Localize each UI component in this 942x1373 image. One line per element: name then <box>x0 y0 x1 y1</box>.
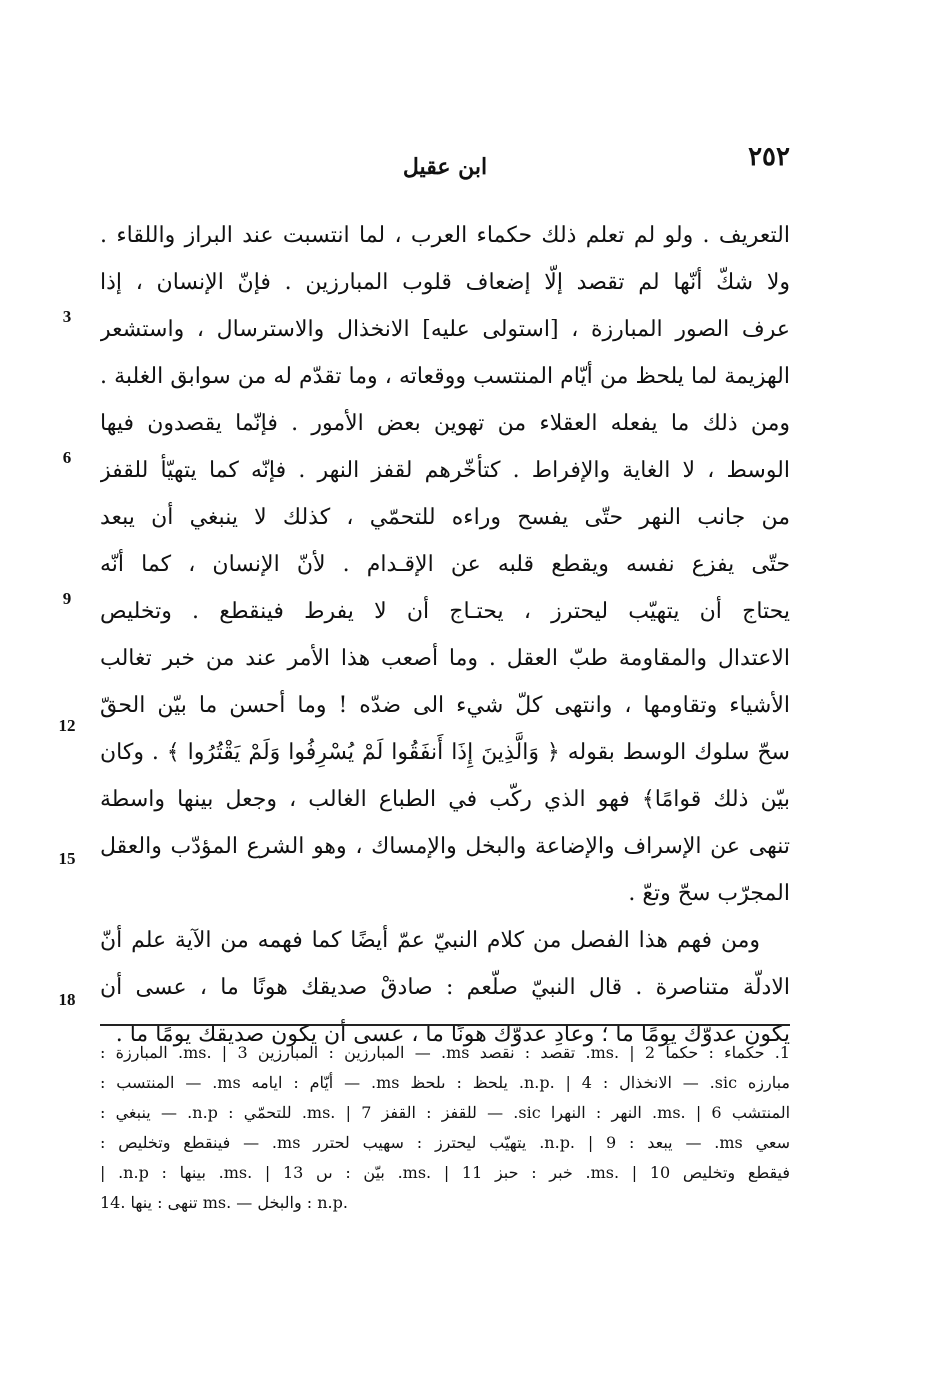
text-line: سحّ سلوك الوسط بقوله ﴿ وَالَّذِينَ إِذَا أَنفَقُوا لَمْ يُسْرِفُوا وَلَمْ يَقْتُرُوا ﴾ . وكان <box>100 740 790 765</box>
line-number: 12 <box>58 716 76 735</box>
footnote-line: 1. حكماء : حكمآ ms. | 2. تقصد : نقصد ms. — المبارزين : المبارزين ms. | 3. المبارزة : <box>100 1043 790 1062</box>
page-number: ٢٥٢ <box>748 142 790 172</box>
running-title: ابن عقيل <box>402 154 488 180</box>
text-line: التعريف . ولو لم تعلم ذلك حكماء العرب ، لما انتسبت عند البراز واللقاء . <box>100 223 790 248</box>
text-line: من جانب النهر حتّى يفسح وراءه للتحمّي ، كذلك لا ينبغي أن يبعد <box>100 505 790 530</box>
text-line: تنهى عن الإسراف والإضاعة والبخل والإمساك ، وهو الشرع المؤدّب والعقل <box>100 834 790 859</box>
text-line: الأشياء وتقاومها ، وانتهى كلّ شيء الى ضدّه ! وما أحسن ما بيّن الحقّ <box>100 693 790 718</box>
footnote-line: فيقطع وتخليص ms. | 10. خبر : حبز ms. | 11. بيّن : ىں ms. | 13. بينها : n.p. | <box>100 1163 790 1182</box>
text-line: الهزيمة لما يلحظ من أيّام المنتسب ووقعاته ، وما تقدّم له من سوابق الغلبة . <box>100 364 790 389</box>
line-number: 18 <box>58 990 76 1009</box>
line-number: 3 <box>62 307 72 326</box>
text-line: ولا شكّ أنّها لم تقصد إلّا إضعاف قلوب المبارزين . فإنّ الإنسان ، إذا <box>100 270 790 295</box>
text-line: يحتاج أن يتهيّب ليحترز ، يحتـاج أن لا يفرط فينقطع . وتخليص <box>100 599 790 624</box>
footnote-line: المنتشب ms. | 6. النهر : النهرا sic. — للقفز : القفز ms. | 7. للتحمّي : n.p. — ينبغي : <box>100 1103 790 1122</box>
text-line: الوسط ، لا الغاية والإفراط . كتأخّرهم لقفز النهر . فإنّه كما يتهيّأ للقفز <box>100 458 790 483</box>
footnote-divider <box>100 1024 790 1026</box>
line-number: 9 <box>62 589 72 608</box>
text-line: الاعتدال والمقاومة طبّ العقل . وما أصعب هذا الأمر عند من خبر تغالب <box>100 646 790 671</box>
body-text <box>100 212 790 1058</box>
text-line: ومن ذلك ما يفعله العقلاء من تهوين بعض الأمور . فإنّما يقصدون فيها <box>100 411 790 436</box>
footnote-line: سعي ms. — يبعد : n.p. | 9. يتهيّب ليحترز : سهيب لحترر ms. — فينقطع وتخليص : <box>100 1133 790 1152</box>
line-number: 6 <box>62 448 72 467</box>
footnote-line: 14. تنهى : ينها ms. — والبخل : n.p. <box>100 1193 348 1212</box>
text-line: المجرّب سحّ وتعّ . <box>628 881 790 906</box>
line-number: 15 <box>58 849 76 868</box>
text-line: بيّن ذلك قوامًا﴾ فهو الذي ركّب في الطباع الغالب ، وجعل بينها واسطة <box>100 787 790 812</box>
text-line: الادلّة متناصرة . قال النبيّ صلّعم : صادقْ صديقك هونًا ما ، عسى أن <box>100 975 790 1000</box>
footnotes <box>100 1038 790 1218</box>
text-line: ومن فهم هذا الفصل من كلام النبيّ عمّ أيضًا كما فهمه من الآية علم أنّ <box>100 928 760 953</box>
footnote-line: مبارزه sic. — الانخذال : n.p. | 4. يلحظ : ىلحظ ms. — أيّام : ايامه ms. — المنتسب : <box>100 1073 790 1092</box>
text-line: يكون عدوّك يومًا ما ؛ وعادِ عدوّك هونًا ما ، عسى أن يكون صديقك يومًا ما . <box>115 1022 790 1047</box>
text-line: حتّى يفزع نفسه ويقطع قلبه عن الإقـدام . لأنّ الإنسان ، كما أنّه <box>100 552 790 577</box>
page-header <box>100 140 790 190</box>
text-line: عرف الصور المبارزة ، [استولى عليه] الانخذال والاسترسال ، واستشعر <box>100 317 790 342</box>
